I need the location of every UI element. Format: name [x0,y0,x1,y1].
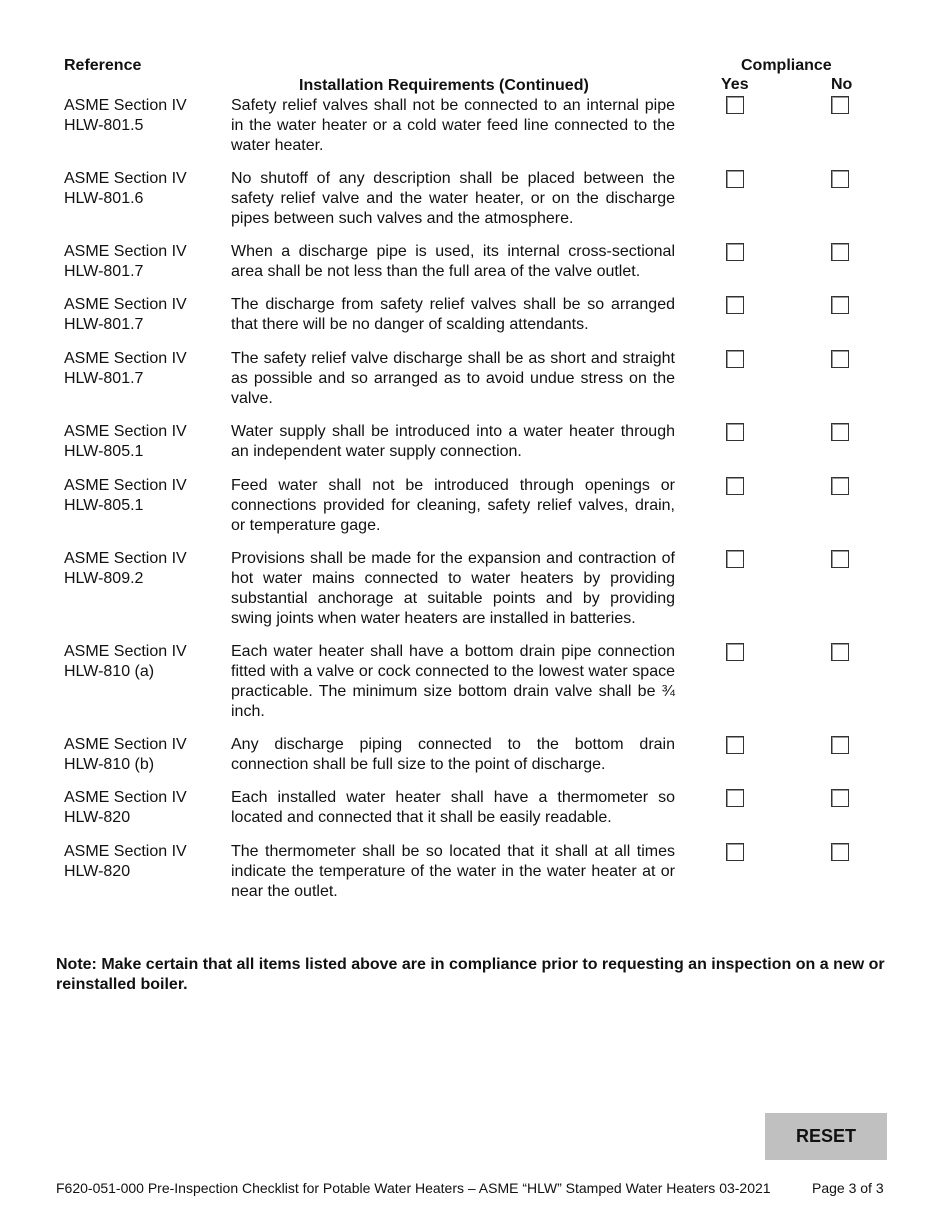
compliance-note: Note: Make certain that all items listed above are in compliance prior to requesting an inspection on a new or reinstalled boiler. [56,956,885,993]
reference-code-paragraph: HLW-801.5 [64,117,144,134]
reference-cell [64,422,224,462]
reference-cell [64,349,224,389]
reference-cell [64,642,224,682]
reference-code-paragraph: HLW-820 [64,809,131,826]
requirement-text: Water supply shall be introduced into a water heater through an independent water supply connection. [231,423,675,460]
reference-cell [64,295,224,335]
reference-code-section: ASME Section IV [64,643,187,660]
reference-cell [64,96,224,136]
reference-code-paragraph: HLW-801.7 [64,370,144,387]
reference-code-paragraph: HLW-805.1 [64,443,144,460]
no-checkbox[interactable] [831,296,849,314]
reference-code-section: ASME Section IV [64,736,187,753]
requirement-text: Provisions shall be made for the expansion and contraction of hot water mains connected to water heaters by providing substantial anchorage at suitable points and by providing swing joints when water heaters are installed in batteries. [231,550,675,627]
requirement-text: Each installed water heater shall have a thermometer so located and connected that it shall be easily readable. [231,789,675,826]
reference-code-section: ASME Section IV [64,243,187,260]
no-checkbox[interactable] [831,350,849,368]
yes-checkbox[interactable] [726,550,744,568]
requirement-text: Each water heater shall have a bottom drain pipe connection fitted with a valve or cock connected to the lowest water space practicable. The minimum size bottom drain valve shall be ¾ inch. [231,643,675,720]
no-checkbox[interactable] [831,477,849,495]
requirement-text: When a discharge pipe is used, its internal cross-sectional area shall be not less than the full area of the valve outlet. [231,243,675,280]
reference-code-paragraph: HLW-820 [64,863,131,880]
yes-checkbox[interactable] [726,243,744,261]
yes-checkbox[interactable] [726,789,744,807]
reference-code-paragraph: HLW-801.7 [64,263,144,280]
reference-code-section: ASME Section IV [64,350,187,367]
reference-cell [64,242,224,282]
reference-cell [64,549,224,589]
reference-code-paragraph: HLW-810 (a) [64,663,155,680]
yes-checkbox[interactable] [726,477,744,495]
no-checkbox[interactable] [831,96,849,114]
no-checkbox[interactable] [831,170,849,188]
yes-checkbox[interactable] [726,96,744,114]
requirement-text: Any discharge piping connected to the bottom drain connection shall be full size to the point of discharge. [231,736,675,773]
reference-cell [64,788,224,828]
no-checkbox[interactable] [831,423,849,441]
no-checkbox[interactable] [831,243,849,261]
yes-checkbox[interactable] [726,643,744,661]
reference-code-section: ASME Section IV [64,843,187,860]
no-checkbox[interactable] [831,550,849,568]
reference-code-paragraph: HLW-801.6 [64,190,144,207]
reset-button[interactable]: RESET [765,1113,887,1160]
requirement-text: Feed water shall not be introduced through openings or connections provided for cleaning, safety relief valves, drain, or temperature gage. [231,477,675,534]
reference-code-section: ASME Section IV [64,296,187,313]
footer-form-id: F620-051-000 Pre-Inspection Checklist for Potable Water Heaters – ASME “HLW” Stamped Water Heaters 03-2021 [56,1180,771,1196]
reference-code-section: ASME Section IV [64,423,187,440]
reference-code-paragraph: HLW-801.7 [64,316,144,333]
reference-code-section: ASME Section IV [64,170,187,187]
no-checkbox[interactable] [831,789,849,807]
yes-column-header: Yes [721,76,749,93]
requirements-column-header: Installation Requirements (Continued) [299,77,589,94]
reference-code-paragraph: HLW-809.2 [64,570,144,587]
reference-code-paragraph: HLW-810 (b) [64,756,155,773]
yes-checkbox[interactable] [726,843,744,861]
no-checkbox[interactable] [831,736,849,754]
reference-cell [64,476,224,516]
yes-checkbox[interactable] [726,170,744,188]
no-checkbox[interactable] [831,643,849,661]
footer-page-number: Page 3 of 3 [812,1180,884,1196]
requirement-text: No shutoff of any description shall be placed between the safety relief valve and the water heater, or on the discharge pipes between such valves and the atmosphere. [231,170,675,227]
requirement-text: The safety relief valve discharge shall be as short and straight as possible and so arranged as to avoid undue stress on the valve. [231,350,675,407]
no-column-header: No [831,76,853,93]
requirement-text: The discharge from safety relief valves shall be so arranged that there will be no danger of scalding attendants. [231,296,675,333]
reference-cell [64,842,224,882]
reference-code-section: ASME Section IV [64,97,187,114]
reference-code-section: ASME Section IV [64,550,187,567]
reference-cell [64,735,224,775]
yes-checkbox[interactable] [726,350,744,368]
reference-column-header: Reference [64,57,142,74]
reference-code-section: ASME Section IV [64,789,187,806]
reference-cell [64,169,224,209]
no-checkbox[interactable] [831,843,849,861]
compliance-column-header: Compliance [741,57,832,74]
yes-checkbox[interactable] [726,296,744,314]
reference-code-section: ASME Section IV [64,477,187,494]
requirement-text: Safety relief valves shall not be connected to an internal pipe in the water heater or a cold water feed line connected to the water heater. [231,97,675,154]
reference-code-paragraph: HLW-805.1 [64,497,144,514]
requirement-text: The thermometer shall be so located that it shall at all times indicate the temperature of the water in the water heater at or near the outlet. [231,843,675,900]
yes-checkbox[interactable] [726,736,744,754]
yes-checkbox[interactable] [726,423,744,441]
